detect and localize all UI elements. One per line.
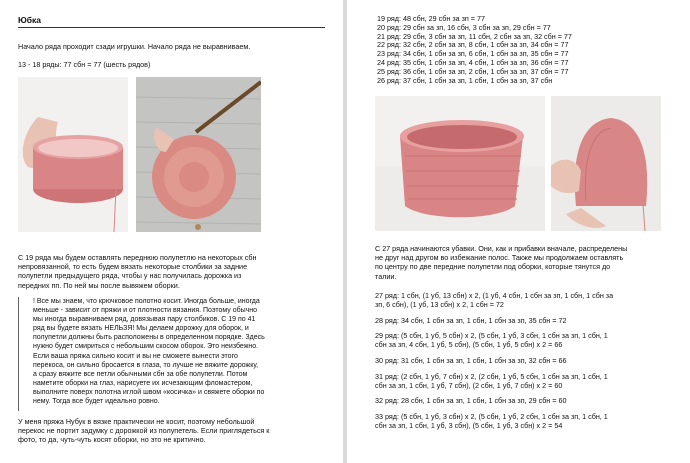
- para-1-line: непровязанной, то есть будем вязать некоторые столбики за задние: [18, 262, 248, 272]
- intro-text: Начало ряда проходит сзади игрушки. Начало ряда не выравниваем.: [18, 42, 251, 51]
- row-instruction: 19 ряд: 48 сбн, 29 сбн за зп = 77: [377, 14, 485, 23]
- row-33: [375, 413, 613, 431]
- row-instruction: 24 ряд: 35 сбн, 1 сбн за зп, 4 сбн, 1 сбн за зп, 36 сбн = 77: [377, 57, 569, 67]
- row-instruction: 22 ряд: 32 сбн, 2 сбн за зп, 8 сбн, 1 сбн за зп, 34 сбн = 77: [377, 40, 569, 50]
- row-27: [375, 292, 613, 310]
- para-1-line: полупетли предыдущего ряда, чтобы у нас получилась дорожка из: [18, 271, 242, 281]
- row-31: [375, 373, 613, 391]
- quote-line: ! Все мы знаем, что крючковое полотно косит. Иногда больше, иногда: [33, 298, 260, 305]
- row-line: сбн за зп, 4 сбн, 1 уб, 5 сбн), (5 сбн, 1 уб, 5 сбн) х 2 = 66: [375, 340, 563, 350]
- para-2: [18, 417, 269, 445]
- row-line: 30 ряд: 31 сбн, 1 сбн за зп, 1 сбн, 1 сбн за зп, 32 сбн = 66: [375, 355, 567, 365]
- rows-19-26: [377, 15, 572, 85]
- row-32: [375, 397, 613, 406]
- section-title: Юбка: [18, 15, 41, 25]
- para-line: не друг над другом во избежание полос. Также мы продолжаем оставлять: [375, 253, 624, 263]
- para-2-line: У меня пряжа Нубук в вязке практически не косит, поэтому небольшой: [18, 417, 255, 426]
- quote-line: мы иногда выравниваем ряд, довязывая пару столбиков. С 19 по 41: [33, 316, 256, 324]
- title-divider: [18, 27, 325, 28]
- para-line: по центру по две передние полупетли под оборки, которые тянутся до: [375, 262, 611, 272]
- row-line: зп, 6 сбн), (1 уб, 13 сбн) х 2, 1 сбн = 72: [375, 299, 504, 309]
- para-line: С 27 ряда начинаются убавки. Они, как и прибавки вначале, распределены: [375, 244, 628, 253]
- quote-line: наметите оборки на глаз, нарисуете их исчезающим фломастером,: [33, 379, 253, 387]
- warning-quote: [18, 297, 310, 406]
- para-1-line: С 19 ряда мы будем оставлять переднюю полупетлю на некоторых сбн: [18, 253, 257, 262]
- right-page: [347, 0, 690, 463]
- row-30: [375, 357, 613, 366]
- row-line: сбн за зп, 1 сбн, 1 уб, 3 сбн), (5 сбн, 1 уб, 3 сбн) х 2 = 54: [375, 420, 563, 430]
- row-29: [375, 332, 613, 350]
- para-2-line: фото, то да, чуть-чуть косят оборки, но это не критично.: [18, 435, 206, 445]
- photo-bowl-in-hand: [18, 77, 128, 232]
- photo-crochet-on-hook: [136, 77, 261, 232]
- row-line: 27 ряд: 1 сбн, (1 уб, 13 сбн) х 2, (1 уб, 4 сбн, 1 сбн за зп, 1 сбн, 1 сбн за: [375, 291, 614, 300]
- quote-line: выполните поверх полотна иглой швом «косичка» и свяжете оборки по: [33, 388, 265, 396]
- quote-line: меньше - зависит от пряжи и от плотности вязания. Поэтому обычно: [33, 307, 258, 315]
- rows-27-33: [375, 292, 613, 438]
- row-line: сбн за зп, 1 сбн, 1 уб, 7 сбн), (2 сбн, 1 уб, 7 сбн) х 2 = 60: [375, 380, 563, 390]
- quote-line: нему. Тогда все будет идеально ровно.: [33, 398, 160, 406]
- photo-basket: [375, 96, 545, 231]
- para-line: талии.: [375, 271, 397, 281]
- row-line: 32 ряд: 28 сбн, 1 сбн за зп, 1 сбн, 1 сбн за зп, 29 сбн = 60: [375, 396, 567, 406]
- row-instruction: 26 ряд: 37 сбн, 1 сбн за зп, 1 сбн, 1 сбн за зп, 37 сбн: [377, 75, 553, 85]
- quote-line: полупетли должны быть расположены в определенном порядке. Здесь: [33, 334, 265, 342]
- para-2-line: перекос не портит задумку с дорожкой из полупетель. Если приглядеться к: [18, 426, 270, 436]
- quote-line: перекоса, он сильно бросается в глаза, то лучше не вяжите дорожку,: [33, 361, 259, 369]
- para-1: [18, 253, 256, 290]
- para-decreases: [375, 244, 627, 281]
- rows-13-18: 13 - 18 ряды: 77 сбн = 77 (шесть рядов): [18, 60, 151, 69]
- row-line: 28 ряд: 34 сбн, 1 сбн за зп, 1 сбн, 1 сбн за зп, 35 сбн = 72: [375, 315, 567, 325]
- left-page: [0, 0, 343, 463]
- row-line: 33 ряд: (5 сбн, 1 уб, 3 сбн) х 2, (5 сбн, 1 уб, 2 сбн, 1 сбн за зп, 1 сбн, 1: [375, 412, 608, 422]
- row-instruction: 20 ряд: 29 сбн за зп, 16 сбн, 3 сбн за зп, 29 сбн = 77: [377, 22, 551, 32]
- photo-dome-in-hand: [551, 96, 661, 231]
- quote-line: Если ваша пряжа сильно косит и вы не сможете вынести этого: [33, 352, 238, 360]
- row-line: 29 ряд: (5 сбн, 1 уб, 5 сбн) х 2, (5 сбн, 1 уб, 3 сбн, 1 сбн за зп, 1 сбн, 1: [375, 331, 608, 341]
- quote-line: ряд вы будете вязать НЕЛЬЗЯ! Мы делаем дорожку для оборок, и: [33, 325, 249, 333]
- quote-line: нужно будет смириться с небольшим скосом оборок. Это неизбежно.: [33, 343, 259, 351]
- row-instruction: 21 ряд: 29 сбн, 3 сбн за зп, 11 сбн, 2 сбн за зп, 32 сбн = 77: [377, 31, 572, 41]
- row-28: [375, 317, 613, 326]
- quote-line: а сразу вяжите все петли обычными сбн за обе полупетли. Потом: [33, 370, 248, 378]
- row-line: 31 ряд: (2 сбн, 1 уб, 7 сбн) х 2, (2 сбн, 1 уб, 5 сбн, 1 сбн за зп, 1 сбн, 1: [375, 371, 608, 381]
- row-instruction: 23 ряд: 34 сбн, 1 сбн за зп, 6 сбн, 1 сбн за зп, 35 сбн = 77: [377, 49, 569, 59]
- row-instruction: 25 ряд: 36 сбн, 1 сбн за зп, 2 сбн, 1 сбн за зп, 37 сбн = 77: [377, 66, 569, 76]
- para-1-line: передних пп. По ней мы после вывяжем оборки.: [18, 280, 180, 290]
